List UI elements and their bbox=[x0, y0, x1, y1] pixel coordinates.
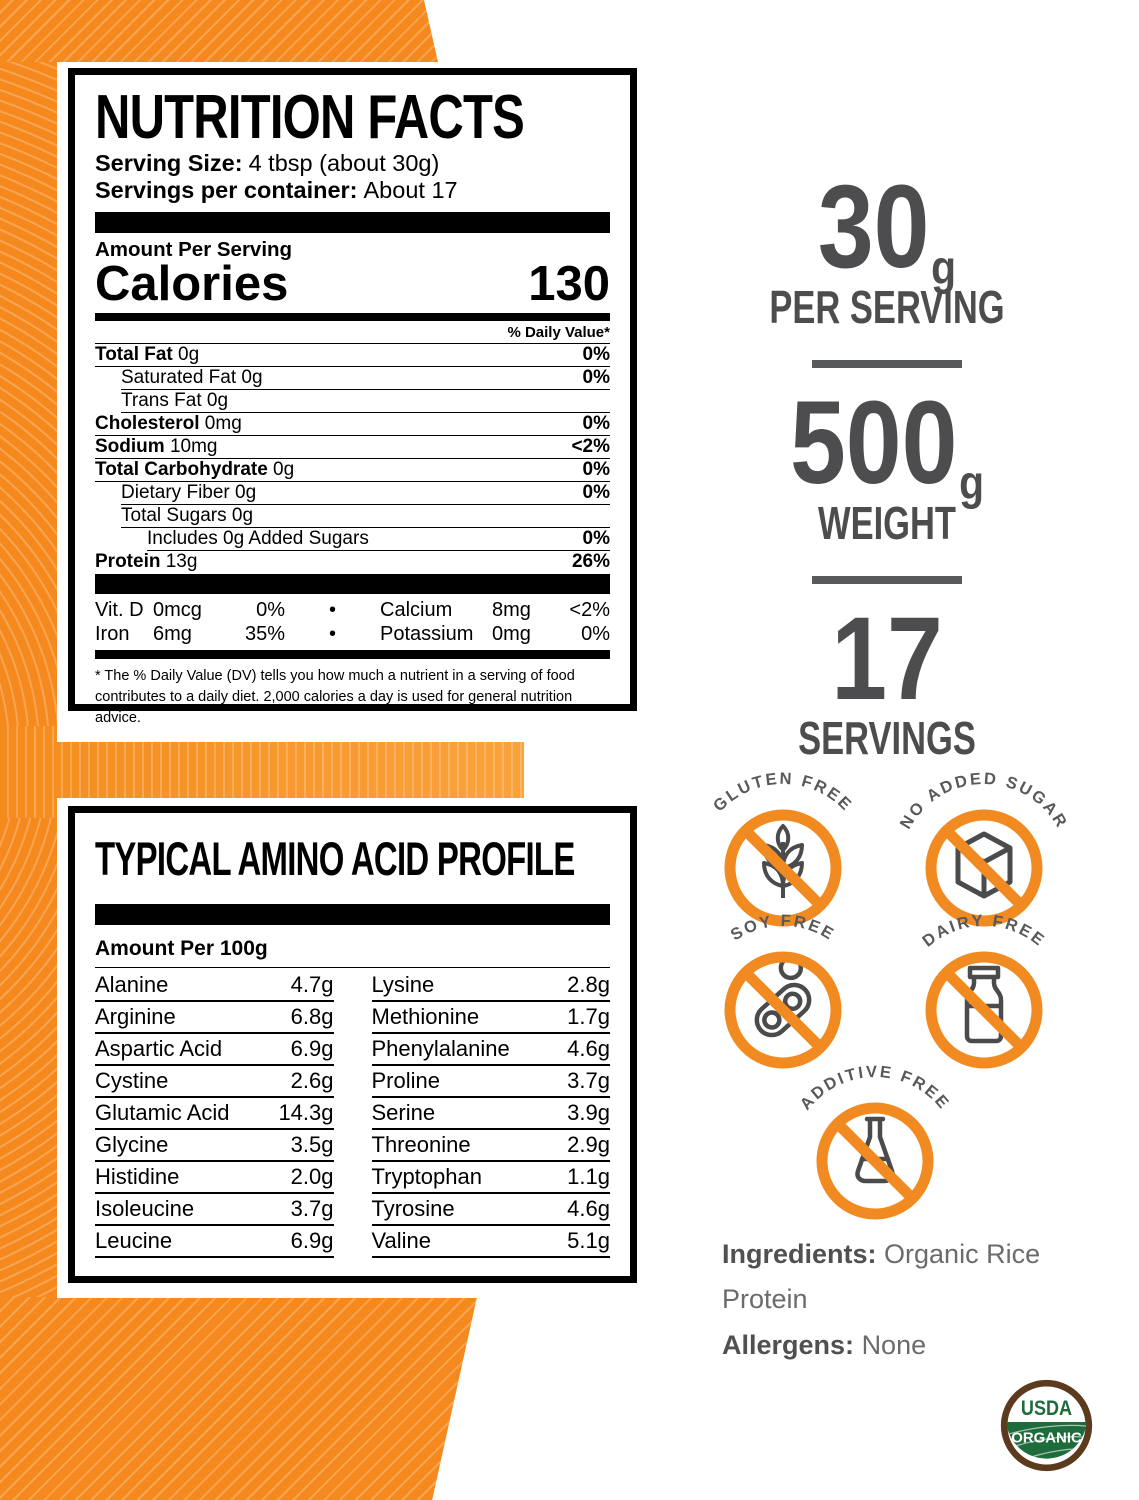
allergens-line bbox=[722, 1323, 1132, 1368]
nutrient-row bbox=[95, 413, 610, 436]
amino-acid-value: 3.5g bbox=[290, 1131, 334, 1157]
amino-acid-name: Methionine bbox=[371, 1003, 480, 1029]
amino-acid-name: Tyrosine bbox=[371, 1195, 455, 1221]
nutrient-row bbox=[121, 367, 610, 390]
amino-acid-value: 2.9g bbox=[567, 1131, 610, 1157]
prohibition-slash bbox=[746, 973, 821, 1048]
nutrient-name-bold: Total Fat bbox=[95, 344, 173, 366]
micronutrient-cell: 0mg bbox=[492, 623, 531, 646]
nutrient-daily-value: 0% bbox=[582, 528, 610, 550]
stat-number bbox=[751, 376, 1023, 511]
nutrient-name-bold: Protein bbox=[95, 551, 161, 573]
usda-seal-top-text: USDA bbox=[1020, 1396, 1073, 1420]
amino-acid-column-left bbox=[95, 970, 334, 1258]
amino-acid-name: Lysine bbox=[371, 971, 435, 997]
divider-bar bbox=[95, 650, 610, 659]
nutrient-row bbox=[121, 505, 610, 528]
divider-bar bbox=[95, 212, 610, 233]
serving-size-label: Serving Size: bbox=[95, 149, 243, 176]
nutrient-row bbox=[95, 551, 610, 573]
amino-acid-table bbox=[95, 970, 610, 1258]
amino-acid-name: Aspartic Acid bbox=[95, 1035, 223, 1061]
amino-acid-name: Cystine bbox=[95, 1067, 169, 1093]
stat-label: SERVINGS bbox=[798, 712, 976, 765]
amino-acid-row bbox=[372, 1066, 611, 1098]
micronutrient-cell: Potassium bbox=[380, 623, 474, 646]
nutrient-name-bold: Cholesterol bbox=[95, 413, 200, 435]
servings-per-container-line bbox=[95, 177, 610, 204]
amino-acid-name: Arginine bbox=[95, 1003, 176, 1029]
calories-value: 130 bbox=[528, 257, 610, 312]
nutrient-name: Total Fat 0g bbox=[95, 344, 200, 366]
badge-label: GLUTEN FREE bbox=[709, 769, 857, 816]
stat-number bbox=[751, 592, 1023, 725]
nutrient-name: Total Sugars 0g bbox=[121, 505, 254, 527]
nutrient-row bbox=[121, 482, 610, 505]
nutrient-daily-value: 26% bbox=[571, 551, 610, 573]
amino-acid-value: 6.9g bbox=[290, 1035, 334, 1061]
daily-value-footnote: * The % Daily Value (DV) tells you how much a nutrient in a serving of food contributes to a daily diet. 2,000 calories a day is used for general nutrition advice. bbox=[95, 668, 575, 726]
amino-acid-panel bbox=[68, 806, 637, 1283]
stat-label: WEIGHT bbox=[818, 496, 956, 549]
stat-divider bbox=[812, 576, 962, 584]
stat-block bbox=[727, 592, 1047, 765]
amino-acid-name: Leucine bbox=[95, 1227, 173, 1253]
amino-acid-row bbox=[372, 1034, 611, 1066]
amino-acid-row bbox=[95, 1034, 334, 1066]
micronutrient-cell: 6mg bbox=[153, 623, 192, 646]
amino-acid-value: 4.7g bbox=[290, 971, 334, 997]
amino-acid-value: 1.1g bbox=[567, 1163, 610, 1189]
micronutrient-cell: Calcium bbox=[380, 599, 453, 622]
nutrient-name-bold: Sodium bbox=[95, 436, 165, 458]
nutrition-facts-title: NUTRITION FACTS bbox=[95, 83, 524, 152]
micronutrient-cell: Iron bbox=[95, 623, 130, 646]
nutrient-name: Includes 0g Added Sugars bbox=[147, 528, 369, 550]
amino-acid-value: 14.3g bbox=[278, 1099, 334, 1125]
amino-acid-value: 3.9g bbox=[567, 1099, 610, 1125]
amino-acid-value: 2.6g bbox=[290, 1067, 334, 1093]
badge-label: DAIRY FREE bbox=[919, 911, 1049, 951]
nutrient-row bbox=[121, 390, 610, 413]
stat-value: 17 bbox=[831, 592, 943, 725]
calories-row bbox=[95, 257, 610, 312]
nutrient-row bbox=[95, 459, 610, 482]
amino-acid-value: 4.6g bbox=[567, 1035, 610, 1061]
micronutrient-cell: Vit. D bbox=[95, 599, 144, 622]
servings-per-container-label: Servings per container: bbox=[95, 177, 358, 204]
amino-acid-name: Proline bbox=[371, 1067, 440, 1093]
nutrient-table bbox=[95, 344, 610, 573]
nutrition-facts-panel bbox=[68, 68, 637, 726]
nutrient-daily-value: <2% bbox=[571, 436, 610, 458]
amino-acid-row bbox=[95, 970, 334, 1002]
stat-divider bbox=[812, 360, 962, 368]
micronutrient-row bbox=[95, 598, 610, 622]
micronutrient-cell: 8mg bbox=[492, 599, 531, 622]
micronutrient-table bbox=[95, 598, 610, 646]
nutrient-name: Saturated Fat 0g bbox=[121, 367, 263, 389]
divider-bar bbox=[95, 904, 610, 925]
amino-acid-name: Histidine bbox=[95, 1163, 180, 1189]
daily-value-header: % Daily Value* bbox=[95, 324, 610, 344]
nutrient-name-bold: Total Carbohydrate bbox=[95, 459, 268, 481]
allergens-label: Allergens: bbox=[722, 1329, 855, 1360]
separator-dot: • bbox=[328, 623, 336, 646]
nutrient-daily-value: 0% bbox=[582, 482, 610, 504]
nutrient-row bbox=[147, 528, 610, 551]
ingredients-value: Organic Rice Protein bbox=[722, 1239, 1041, 1315]
nutrient-name: Cholesterol 0mg bbox=[95, 413, 242, 435]
nutrient-daily-value: 0% bbox=[582, 459, 610, 481]
nutrient-row bbox=[95, 436, 610, 459]
amino-acid-name: Isoleucine bbox=[95, 1195, 195, 1221]
amino-acid-name: Glutamic Acid bbox=[95, 1099, 230, 1125]
serving-size-line bbox=[95, 150, 610, 177]
stat-callouts bbox=[727, 161, 1047, 765]
stat-value: 30 bbox=[817, 161, 930, 293]
nutrient-daily-value: 0% bbox=[582, 367, 610, 389]
amino-acid-title: TYPICAL AMINO ACID PROFILE bbox=[95, 832, 575, 885]
stat-block bbox=[727, 161, 1047, 333]
amount-per-serving-label: Amount Per Serving bbox=[95, 237, 293, 261]
nutrient-daily-value: 0% bbox=[582, 344, 610, 366]
divider-bar bbox=[95, 574, 610, 594]
divider-bar bbox=[95, 313, 610, 321]
usda-organic-seal bbox=[998, 1377, 1095, 1474]
allergens-value: None bbox=[861, 1329, 927, 1360]
amino-acid-row bbox=[95, 1098, 334, 1130]
amino-acid-row bbox=[372, 1226, 611, 1258]
micronutrient-cell: 35% bbox=[244, 623, 285, 646]
amino-acid-name: Alanine bbox=[95, 971, 169, 997]
amino-acid-row bbox=[95, 1002, 334, 1034]
amino-acid-value: 4.6g bbox=[567, 1195, 610, 1221]
amino-acid-column-right bbox=[372, 970, 611, 1258]
usda-seal-bottom-text: ORGANIC bbox=[1011, 1430, 1083, 1447]
amino-acid-row bbox=[95, 1194, 334, 1226]
amino-acid-name: Tryptophan bbox=[371, 1163, 482, 1189]
nutrient-name: Sodium 10mg bbox=[95, 436, 218, 458]
amino-acid-row bbox=[372, 1162, 611, 1194]
amino-acid-row bbox=[372, 970, 611, 1002]
separator-dot: • bbox=[328, 599, 336, 622]
amino-acid-value: 1.7g bbox=[567, 1003, 610, 1029]
stat-label: PER SERVING bbox=[769, 280, 1005, 333]
prohibition-slash bbox=[947, 973, 1022, 1048]
orange-stripe-bottom-band bbox=[0, 1297, 477, 1500]
calories-label: Calories bbox=[95, 257, 289, 312]
amino-acid-row bbox=[95, 1066, 334, 1098]
amino-acid-row bbox=[95, 1162, 334, 1194]
prohibition-slash bbox=[838, 1124, 913, 1199]
nutrient-name: Trans Fat 0g bbox=[121, 390, 229, 412]
stat-unit: g bbox=[931, 241, 957, 295]
micronutrient-cell: 0mcg bbox=[153, 599, 202, 622]
nutrient-name: Dietary Fiber 0g bbox=[121, 482, 257, 504]
amino-acid-value: 3.7g bbox=[290, 1195, 334, 1221]
micronutrient-cell: <2% bbox=[569, 599, 610, 622]
amino-acid-value: 3.7g bbox=[567, 1067, 610, 1093]
micronutrient-cell: 0% bbox=[581, 623, 610, 646]
servings-per-container-value: About 17 bbox=[363, 177, 458, 204]
amount-per-100g-label: Amount Per 100g bbox=[95, 937, 610, 968]
amino-acid-row bbox=[95, 1130, 334, 1162]
amino-acid-value: 5.1g bbox=[567, 1227, 610, 1253]
stat-number bbox=[751, 161, 1023, 295]
ingredients-block bbox=[722, 1232, 1132, 1368]
orange-stripe-top-band bbox=[0, 0, 438, 62]
amino-acid-row bbox=[372, 1194, 611, 1226]
badge-label: NO ADDED SUGAR bbox=[896, 769, 1072, 833]
amino-acid-value: 2.0g bbox=[290, 1163, 334, 1189]
amino-acid-name: Glycine bbox=[95, 1131, 169, 1157]
nutrient-name: Total Carbohydrate 0g bbox=[95, 459, 295, 481]
nutrient-name: Protein 13g bbox=[95, 551, 198, 573]
serving-size-value: 4 tbsp (about 30g) bbox=[248, 149, 440, 176]
amino-acid-name: Threonine bbox=[371, 1131, 471, 1157]
usda-organic-seal-graphic bbox=[998, 1377, 1095, 1474]
badge-label: ADDITIVE FREE bbox=[796, 1062, 954, 1114]
amino-acid-name: Phenylalanine bbox=[371, 1035, 510, 1061]
amino-acid-row bbox=[95, 1226, 334, 1258]
amino-acid-value: 6.9g bbox=[290, 1227, 334, 1253]
amino-acid-value: 6.8g bbox=[290, 1003, 334, 1029]
badge-label: SOY FREE bbox=[727, 911, 839, 945]
amino-acid-row bbox=[372, 1098, 611, 1130]
amino-acid-row bbox=[372, 1130, 611, 1162]
amino-acid-value: 2.8g bbox=[567, 971, 610, 997]
badge-graphic bbox=[775, 1053, 975, 1233]
stat-block bbox=[727, 376, 1047, 549]
badge-additive-free bbox=[775, 1053, 975, 1233]
amino-acid-name: Valine bbox=[371, 1227, 432, 1253]
nutrient-row bbox=[95, 344, 610, 367]
ingredients-line bbox=[722, 1232, 1132, 1323]
micronutrient-row bbox=[95, 622, 610, 646]
stat-unit: g bbox=[959, 457, 984, 511]
ingredients-label: Ingredients: bbox=[722, 1239, 877, 1269]
amino-acid-row bbox=[372, 1002, 611, 1034]
nutrient-daily-value: 0% bbox=[582, 413, 610, 435]
amino-acid-name: Serine bbox=[371, 1099, 436, 1125]
stat-value: 500 bbox=[790, 376, 958, 509]
micronutrient-cell: 0% bbox=[256, 599, 285, 622]
